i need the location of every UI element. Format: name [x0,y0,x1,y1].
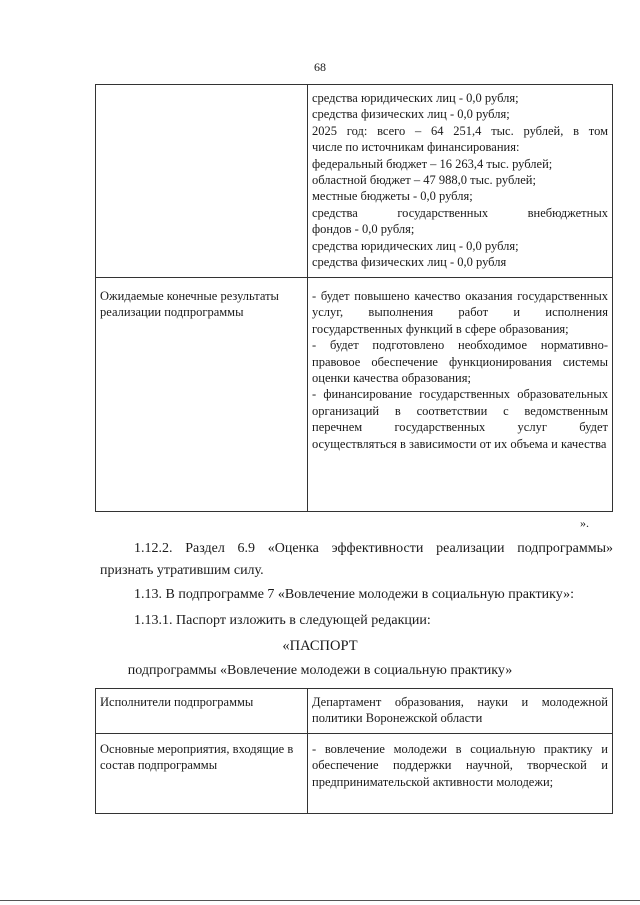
executors-value: Департамент образования, науки и молодежной политики Воронежской области [312,695,608,726]
paragraph-1-13: 1.13. В подпрограмме 7 «Вовлечение молодежи в социальную практику»: [134,587,575,602]
result-item: - будет подготовлено необходимое нормативно-правовое обеспечение функционирования системы оценки качества образования; [312,338,608,386]
results-list [312,288,608,452]
funding-line: федеральный бюджет – 16 263,4 тыс. рублей; [312,156,553,171]
funding-line: областной бюджет – 47 988,0 тыс. рублей; [312,173,536,188]
activities-value: - вовлечение молодежи в социальную практику и обеспечение поддержки научной, творческой и предпринимательской активности молодежи; [312,742,608,789]
passport-title: «ПАСПОРТ [282,638,358,654]
result-item: - финансирование государственных образовательных организаций в соответствии с ведомственным перечнем государственных услуг будет осуществляться в зависимости от их объема и качества [312,387,608,451]
activities-label: Основные мероприятия, входящие в состав подпрограммы [100,742,294,773]
funding-line: числе по источникам финансирования: [312,140,520,155]
page-bottom-rule [0,900,640,901]
page-number: 68 [314,60,326,74]
paragraph-1-13-1: 1.13.1. Паспорт изложить в следующей редакции: [134,613,431,628]
results-label: Ожидаемые конечные результаты реализации подпрограммы [100,289,279,320]
funding-line: средства юридических лиц - 0,0 рубля; [312,91,519,105]
funding-line: средства государственных внебюджетных [312,205,608,220]
result-item: - будет повышено качество оказания государственных услуг, выполнения работ и исполнения государственных функций в сфере образования; [312,289,608,336]
paragraph-1-12-2: 1.12.2. Раздел 6.9 «Оценка эффективности реализации подпрограммы» признать утратившим силу. [100,541,613,578]
passport-subtitle: подпрограммы «Вовлечение молодежи в социальную практику» [127,663,513,678]
funding-line: 2025 год: всего – 64 251,4 тыс. рублей, в том [312,123,608,138]
funding-cell [312,90,608,270]
funding-line: средства физических лиц - 0,0 рубля; [312,107,510,122]
closing-quote: ». [580,516,589,530]
funding-line: местные бюджеты - 0,0 рубля; [312,189,473,204]
funding-line: средства юридических лиц - 0,0 рубля; [312,238,519,253]
funding-line: фондов - 0,0 рубля; [312,222,415,237]
funding-line: средства физических лиц - 0,0 рубля [312,255,507,270]
executors-label: Исполнители подпрограммы [100,695,254,709]
